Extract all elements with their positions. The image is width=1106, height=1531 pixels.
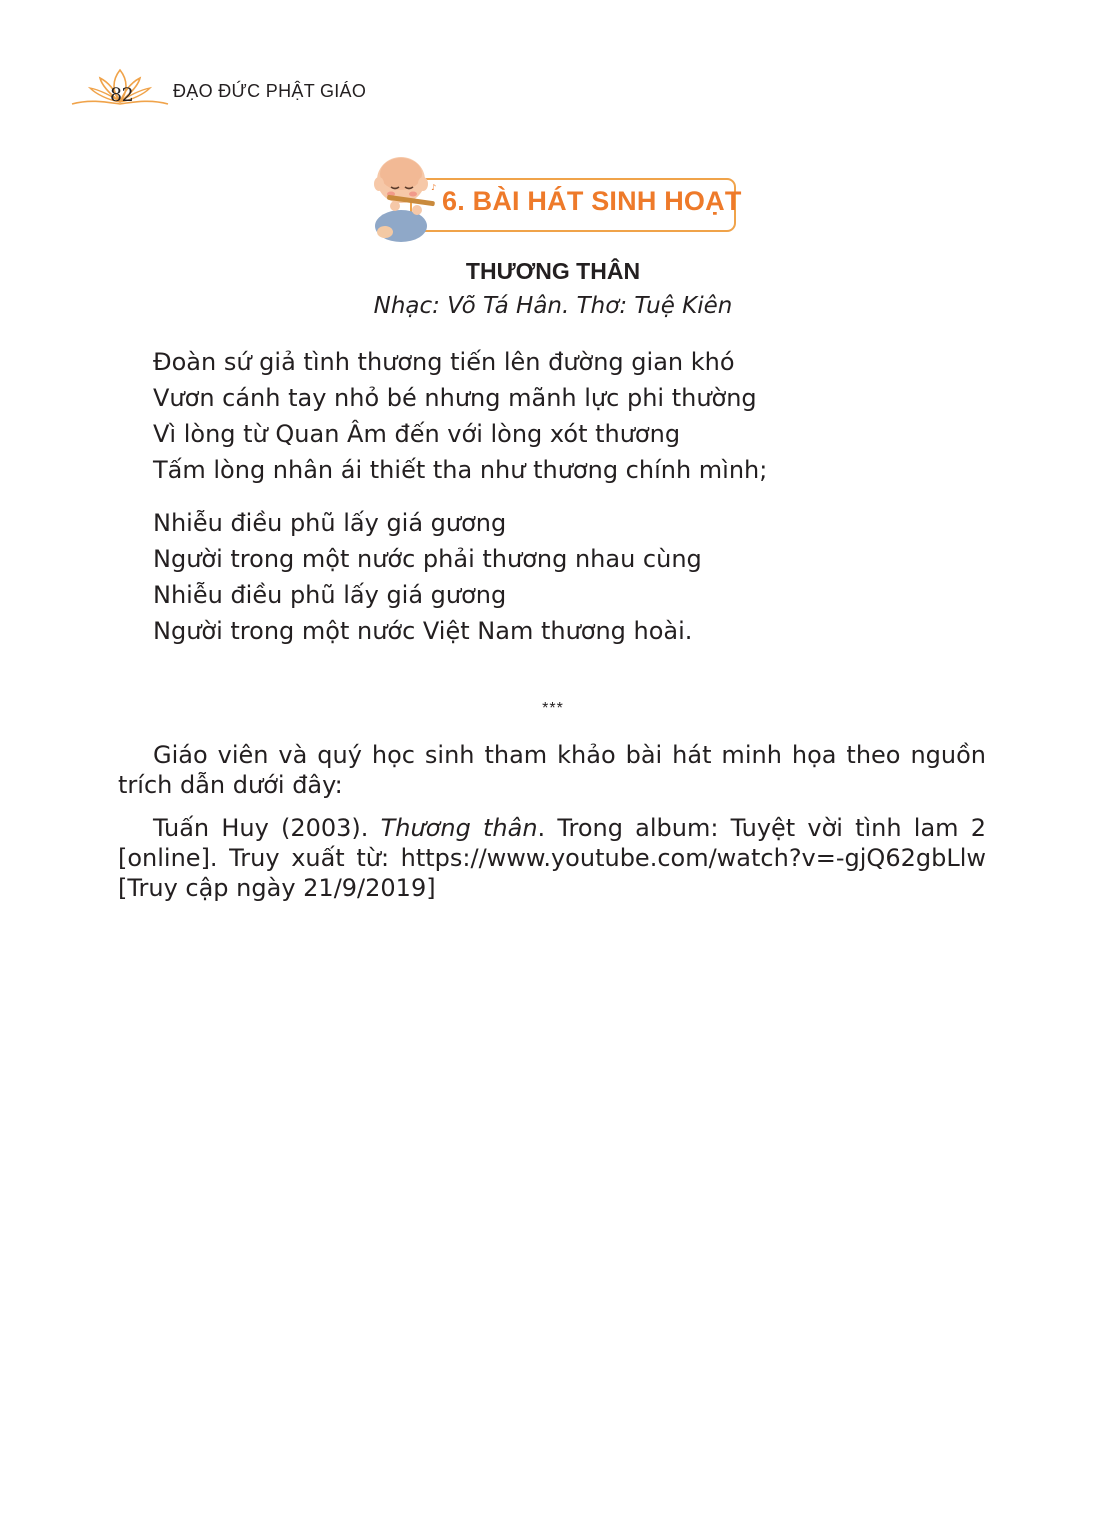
lyric-line: Người trong một nước Việt Nam thương hoài.: [153, 617, 693, 645]
page-header: [70, 64, 490, 114]
citation-title: Thương thân: [380, 814, 538, 842]
song-credits: Nhạc: Võ Tá Hân. Thơ: Tuệ Kiên: [373, 293, 733, 319]
citation-prefix: Tuấn Huy (2003).: [153, 814, 381, 842]
section-heading: 6. BÀI HÁT SINH HOẠT: [442, 186, 742, 216]
lyric-line: Vươn cánh tay nhỏ bé nhưng mãnh lực phi thường: [153, 384, 757, 412]
lyric-line: Đoàn sứ giả tình thương tiến lên đường gian khó: [153, 348, 735, 376]
lyric-line: Nhiễu điều phũ lấy giá gương: [153, 509, 507, 537]
book-title: ĐẠO ĐỨC PHẬT GIÁO: [173, 81, 367, 101]
verse-1: [153, 344, 767, 488]
section-banner: [365, 150, 740, 245]
song-title: THƯƠNG THÂN: [465, 258, 641, 284]
lyric-line: Người trong một nước phải thương nhau cùng: [153, 545, 702, 573]
lyric-line: Tấm lòng nhân ái thiết tha như thương chính mình;: [153, 456, 768, 484]
monk-flute-icon: [365, 150, 445, 245]
lyric-line: Vì lòng từ Quan Âm đến với lòng xót thương: [153, 420, 681, 448]
section-separator: ***: [542, 700, 564, 717]
citation-suffix: . Trong album: Tuyệt vời tình lam 2 [online]. Truy xuất từ: https://www.youtube.com/watch?v=-gjQ62gbLlw [Truy cập ngày 21/9/2019]: [118, 814, 986, 902]
verse-2: [153, 505, 702, 649]
lyric-line: Nhiễu điều phũ lấy giá gương: [153, 581, 507, 609]
page-number: 82: [110, 84, 134, 106]
citation: [118, 813, 986, 903]
reference-intro: Giáo viên và quý học sinh tham khảo bài hát minh họa theo nguồn trích dẫn dưới đây:: [118, 741, 986, 799]
svg-text:♪: ♪: [431, 183, 437, 192]
